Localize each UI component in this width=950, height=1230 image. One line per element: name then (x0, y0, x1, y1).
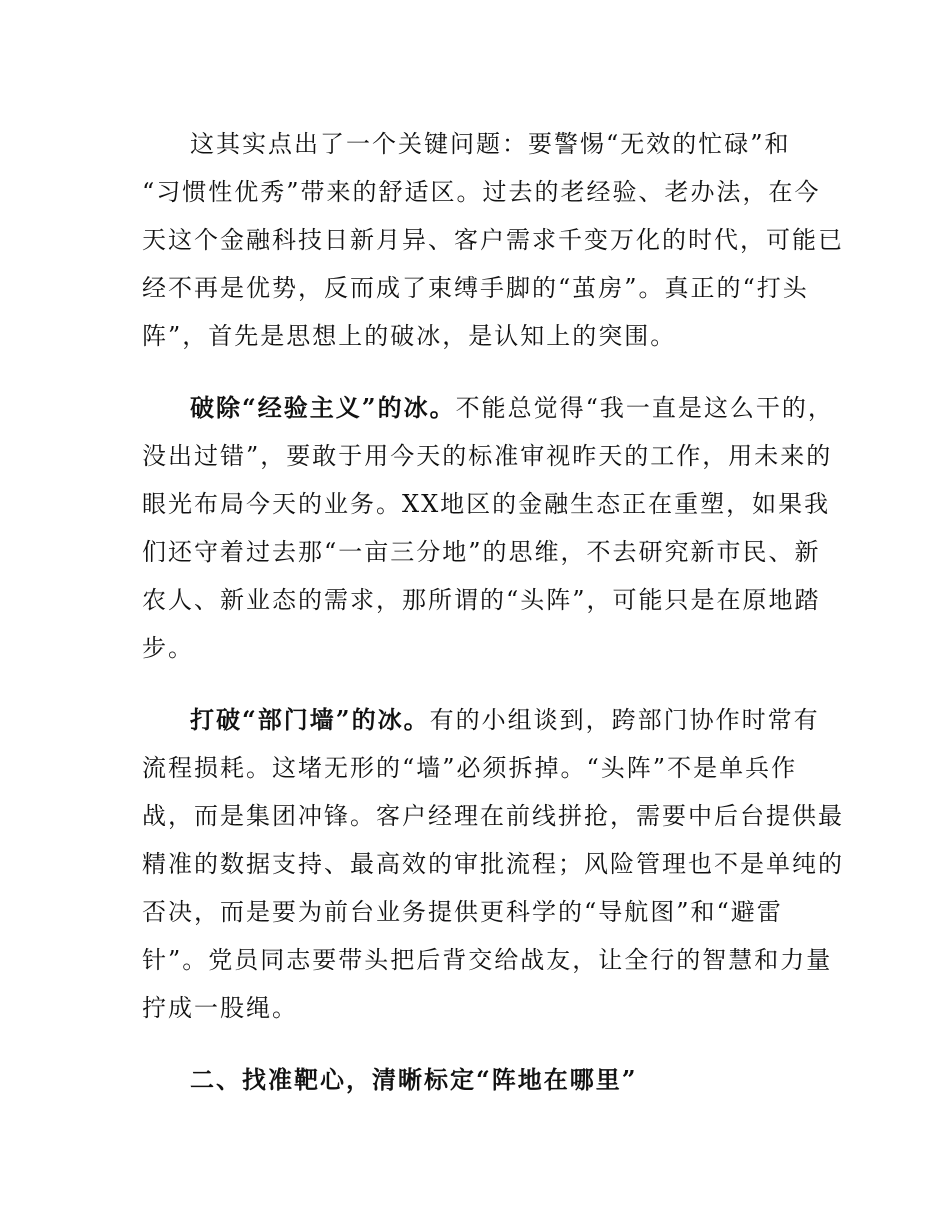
paragraph-1-line-4: 经不再是优势，反而成了束缚手脚的“茧房”。真正的“打头 (142, 274, 809, 302)
paragraph-1-line-2: “习惯性优秀”带来的舒适区。过去的老经验、老办法，在今 (142, 178, 821, 206)
paragraph-2-line-2: 没出过错”，要敢于用今天的标准审视昨天的工作，用未来的 (142, 442, 833, 470)
paragraph-3-line-2: 流程损耗。这堵无形的“墙”必须拆掉。“头阵”不是单兵作 (142, 754, 798, 782)
paragraph-3-line-4: 精准的数据支持、最高效的审批流程；风险管理也不是单纯的 (142, 850, 844, 878)
paragraph-2-line-4: 们还守着过去那“一亩三分地”的思维，不去研究新市民、新 (142, 538, 821, 566)
paragraph-3-heading: 打破“部门墙”的冰。 (190, 705, 430, 734)
paragraph-2-heading: 破除“经验主义”的冰。 (190, 393, 456, 422)
section-heading: 二、找准靶心，清晰标定“阵地在哪里” (190, 1065, 638, 1094)
paragraph-3-line-3: 战，而是集团冲锋。客户经理在前线拼抢，需要中后台提供最 (142, 802, 844, 830)
paragraph-3-first-line-rest: 有的小组谈到，跨部门协作时常有 (429, 706, 820, 734)
paragraph-2-line-6: 步。 (142, 634, 194, 662)
paragraph-3-line-6: 针”。党员同志要带头把后背交给战友，让全行的智慧和力量 (142, 946, 833, 974)
paragraph-1-line-1: 这其实点出了一个关键问题：要警惕“无效的忙碌”和 (190, 130, 791, 158)
paragraph-3-line-7: 拧成一股绳。 (142, 994, 298, 1022)
paragraph-2-first-line-rest: 不能总觉得“我一直是这么干的， (455, 394, 834, 422)
paragraph-2-line-5: 农人、新业态的需求，那所谓的“头阵”，可能只是在原地踏 (142, 586, 821, 614)
paragraph-2-line-3: 眼光布局今天的业务。XX地区的金融生态正在重塑，如果我 (142, 490, 831, 518)
paragraph-2-line-1 (190, 392, 834, 424)
paragraph-3-line-5: 否决，而是要为前台业务提供更科学的“导航图”和“避雷 (142, 898, 783, 926)
paragraph-3-line-1 (190, 704, 820, 736)
paragraph-1-line-3: 天这个金融科技日新月异、客户需求千变万化的时代，可能已 (142, 226, 844, 254)
paragraph-1-line-5: 阵”，首先是思想上的破冰，是认知上的突围。 (142, 322, 677, 350)
